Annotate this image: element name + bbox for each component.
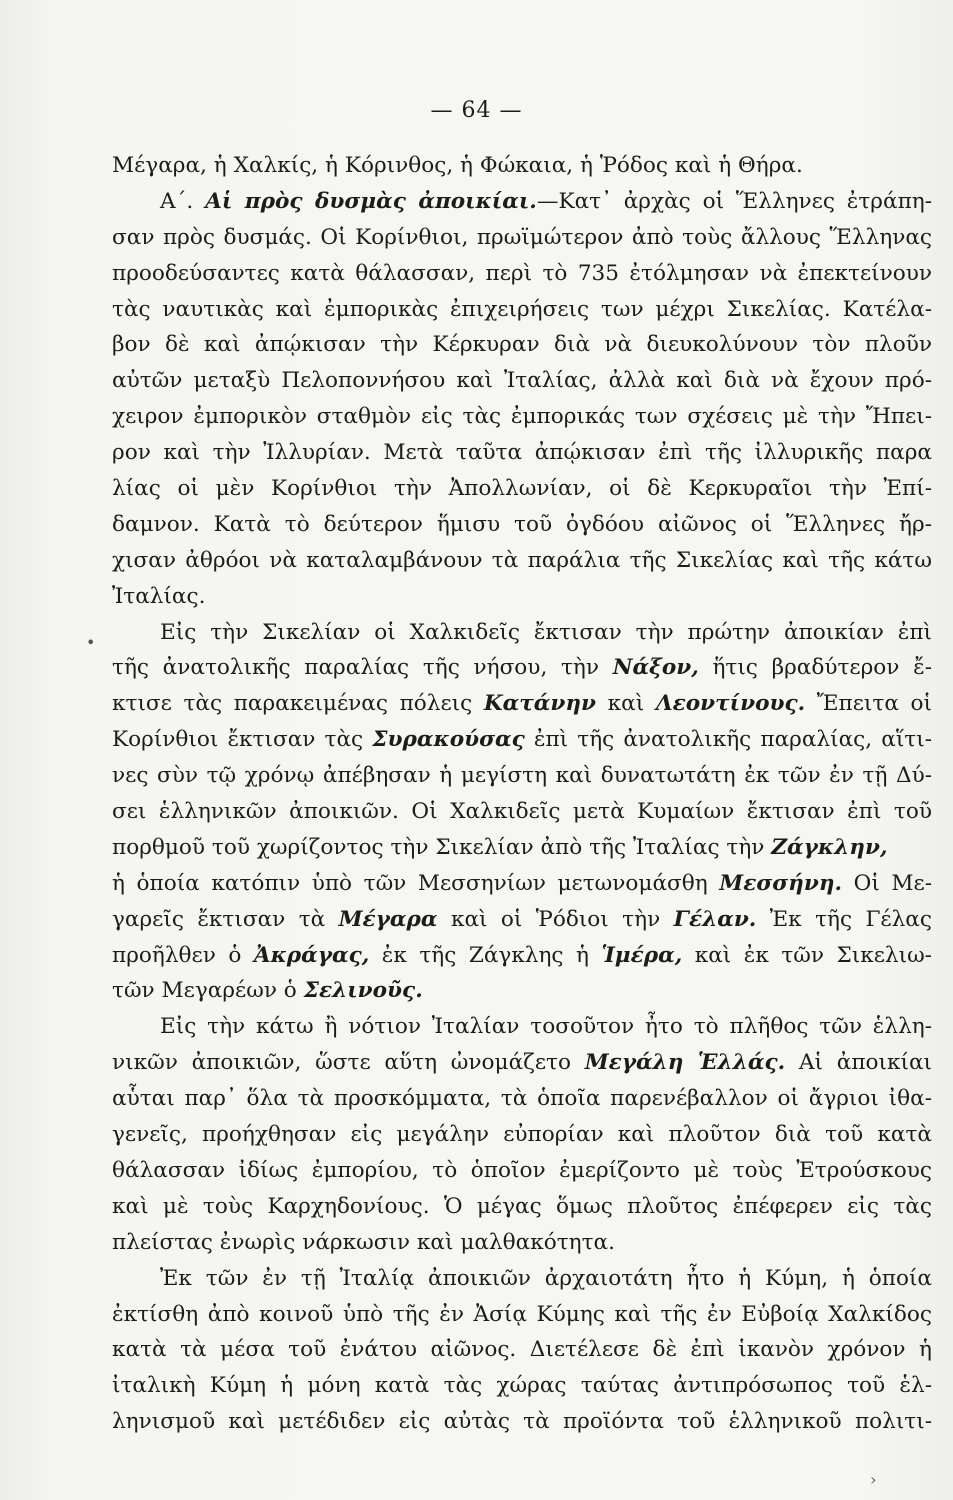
text-segment: προοδεύσαντες κατὰ θάλασσαν, περὶ τὸ 735 ἐτόλμησαν νὰ ἐπεκτείνουν: [112, 260, 932, 286]
emphasized-term: Ζάγκλην,: [771, 834, 888, 860]
text-line: [112, 327, 932, 363]
text-line: [112, 722, 932, 758]
text-segment: θάλασσαν ἰδίως ἐμπορίου, τὸ ὁποῖον ἐμερίζοντο μὲ τοὺς Ἐτρούσκους: [112, 1157, 932, 1183]
text-line: [112, 1404, 932, 1440]
emphasized-term: Ἱμέρα,: [601, 942, 683, 968]
text-segment: πορθμοῦ τοῦ χωρίζοντος τὴν Σικελίαν ἀπὸ τῆς Ἰταλίας τὴν: [112, 834, 772, 860]
text-line: [112, 1261, 932, 1297]
text-segment: ἐπὶ τῆς ἀνατολικῆς παραλίας, αἵτι-: [524, 727, 932, 753]
text-line: [112, 292, 932, 328]
text-segment: ληνισμοῦ καὶ μετέδιδεν εἰς αὐτὰς τὰ προϊόντα τοῦ ἑλληνικοῦ πολιτι-: [112, 1409, 932, 1435]
text-segment: βον δὲ καὶ ἀπῴκισαν τὴν Κέρκυραν διὰ νὰ διευκολύνουν τὸν πλοῦν: [112, 332, 932, 358]
text-segment: ἐκτίσθη ἀπὸ κοινοῦ ὑπὸ τῆς ἐν Ἀσίᾳ Κύμης καὶ τῆς ἐν Εὐβοίᾳ Χαλκίδος: [112, 1301, 932, 1327]
text-line: [112, 758, 932, 794]
text-segment: ἐκ τῆς Ζάγκλης ἡ: [369, 942, 602, 968]
text-segment: καὶ ἐκ τῶν Σικελιω-: [682, 942, 932, 968]
text-line: [112, 1297, 932, 1333]
text-line: [112, 1009, 932, 1045]
emphasized-term: Συρακούσας: [372, 727, 525, 753]
text-segment: κτισε τὰς παρακειμένας πόλεις: [112, 691, 484, 717]
text-segment: Ἰταλίας.: [112, 583, 206, 609]
text-segment: Οἱ Με-: [842, 870, 932, 896]
text-segment: σαν πρὸς δυσμάς. Οἱ Κορίνθιοι, πρωϊμώτερον ἀπὸ τοὺς ἄλλους Ἕλληνας: [112, 224, 932, 250]
text-line: [112, 902, 932, 938]
emphasized-term: Ἀκράγας,: [253, 942, 370, 968]
text-segment: καὶ μὲ τοὺς Καρχηδονίους. Ὁ μέγας ὅμως πλοῦτος ἐπέφερεν εἰς τὰς: [112, 1193, 932, 1219]
text-segment: πλείστας ἐνωρὶς νάρκωσιν καὶ μαλθακότητα.: [112, 1229, 615, 1255]
text-line: [112, 650, 932, 686]
text-segment: αὐτῶν μεταξὺ Πελοποννήσου καὶ Ἰταλίας, ἀλλὰ καὶ διὰ νὰ ἔχουν πρό-: [112, 368, 932, 394]
text-segment: αὗται παρ᾽ ὅλα τὰ προσκόμματα, τὰ ὁποῖα παρενέβαλλον οἱ ἄγριοι ἰθα-: [112, 1086, 932, 1112]
text-segment: σει ἑλληνικῶν ἀποικιῶν. Οἱ Χαλκιδεῖς μετὰ Κυμαίων ἔκτισαν ἐπὶ τοῦ: [112, 799, 932, 825]
text-segment: κατὰ τὰ μέσα τοῦ ἐνάτου αἰῶνος. Διετέλεσε δὲ ἐπὶ ἱκανὸν χρόνον ἡ: [112, 1337, 932, 1363]
text-line: [112, 399, 932, 435]
text-line: [112, 1153, 932, 1189]
text-segment: Αἱ ἀποικίαι: [785, 1050, 932, 1076]
text-segment: —Κατ᾽ ἀρχὰς οἱ Ἕλληνες ἐτράπη-: [536, 188, 932, 214]
text-line: [112, 148, 932, 184]
page-number: — 64 —: [430, 98, 523, 123]
emphasized-term: Κατάνην: [483, 691, 597, 717]
text-line: [112, 543, 932, 579]
text-line: [112, 973, 932, 1009]
text-segment: γενεῖς, προήχθησαν εἰς μεγάλην εὐπορίαν καὶ πλοῦτον διὰ τοῦ κατὰ: [112, 1122, 932, 1148]
text-segment: χισαν ἀθρόοι νὰ καταλαμβάνουν τὰ παράλια τῆς Σικελίας καὶ τῆς κάτω: [112, 547, 932, 573]
text-segment: Ἐκ τῆς Γέλας: [756, 906, 932, 932]
text-segment: τὰς ναυτικὰς καὶ ἐμπορικὰς ἐπιχειρήσεις των μέχρι Σικελίας. Κατέλα-: [112, 296, 932, 322]
text-line: [112, 1189, 932, 1225]
text-line: [112, 866, 932, 902]
text-line: [112, 830, 932, 866]
text-segment: λίας οἱ μὲν Κορίνθιοι τὴν Ἀπολλωνίαν, οἱ δὲ Κερκυραῖοι τὴν Ἐπί-: [112, 476, 932, 502]
text-line: [112, 435, 932, 471]
text-line: [112, 938, 932, 974]
text-line: [112, 1045, 932, 1081]
text-segment: Εἰς τὴν κάτω ἢ νότιον Ἰταλίαν τοσοῦτον ἦτο τὸ πλῆθος τῶν ἑλλη-: [160, 1014, 932, 1040]
body-text: [112, 148, 932, 1440]
text-line: [112, 579, 932, 615]
text-line: [112, 1225, 932, 1261]
text-line: [112, 1117, 932, 1153]
text-line: [112, 1081, 932, 1117]
text-segment: Α΄.: [160, 188, 206, 214]
text-segment: δαμνον. Κατὰ τὸ δεύτερον ἥμισυ τοῦ ὀγδόου αἰῶνος οἱ Ἕλληνες ἤρ-: [112, 511, 932, 537]
margin-speck: ›: [870, 1470, 877, 1489]
text-segment: χειρον ἐμπορικὸν σταθμὸν εἰς τὰς ἐμπορικάς των σχέσεις μὲ τὴν Ἤπει-: [112, 404, 932, 430]
emphasized-term: Γέλαν.: [673, 906, 757, 932]
text-line: [112, 184, 932, 220]
text-line: [112, 471, 932, 507]
text-segment: προῆλθεν ὁ: [112, 942, 254, 968]
text-segment: Ἐκ τῶν ἐν τῇ Ἰταλίᾳ ἀποικιῶν ἀρχαιοτάτη ἦτο ἡ Κύμη, ἡ ὁποία: [160, 1265, 932, 1291]
text-segment: νες σὺν τῷ χρόνῳ ἀπέβησαν ἡ μεγίστη καὶ δυνατωτάτη ἐκ τῶν ἐν τῇ Δύ-: [112, 763, 932, 789]
text-line: [112, 220, 932, 256]
text-line: [112, 507, 932, 543]
text-segment: ἰταλικὴ Κύμη ἡ μόνη κατὰ τὰς χώρας ταύτας ἀντιπρόσωπος τοῦ ἑλ-: [112, 1373, 932, 1399]
emphasized-term: Νάξον,: [612, 655, 699, 681]
text-segment: ἡ ὁποία κατόπιν ὑπὸ τῶν Μεσσηνίων μετωνομάσθη: [112, 870, 720, 896]
text-segment: ρον καὶ τὴν Ἰλλυρίαν. Μετὰ ταῦτα ἀπῴκισαν ἐπὶ τῆς ἰλλυρικῆς παρα: [112, 440, 932, 466]
text-segment: ἥτις βραδύτερον ἔ-: [698, 655, 932, 681]
text-segment: Μέγαρα, ἡ Χαλκίς, ἡ Κόρινθος, ἡ Φώκαια, ἡ Ῥόδος καὶ ἡ Θήρα.: [112, 153, 803, 178]
text-line: [112, 1332, 932, 1368]
text-segment: νικῶν ἀποικιῶν, ὥστε αὕτη ὠνομάζετο: [112, 1050, 585, 1076]
emphasized-term: Μεσσήνη.: [719, 870, 843, 896]
text-segment: τῆς ἀνατολικῆς παραλίας τῆς νήσου, τὴν: [112, 655, 613, 681]
emphasized-term: Μέγαρα: [338, 906, 438, 932]
text-line: [112, 794, 932, 830]
emphasized-term: Λεοντίνους.: [655, 691, 806, 717]
text-segment: Ἔπειτα οἱ: [805, 691, 932, 717]
emphasized-term: Αἱ πρὸς δυσμὰς ἀποικίαι.: [205, 188, 537, 214]
margin-speck: •: [86, 633, 96, 652]
text-segment: Κορίνθιοι ἔκτισαν τὰς: [112, 727, 373, 753]
text-segment: τῶν Μεγαρέων ὁ: [112, 978, 304, 1004]
text-segment: καὶ: [596, 691, 656, 717]
text-segment: καὶ οἱ Ῥόδιοι τὴν: [437, 906, 674, 932]
text-segment: γαρεῖς ἔκτισαν τὰ: [112, 906, 339, 932]
emphasized-term: Μεγάλη Ἑλλάς.: [584, 1050, 786, 1076]
text-line: [112, 1368, 932, 1404]
text-line: [112, 686, 932, 722]
emphasized-term: Σελινοῦς.: [303, 978, 423, 1004]
text-line: [112, 363, 932, 399]
text-segment: Εἰς τὴν Σικελίαν οἱ Χαλκιδεῖς ἔκτισαν τὴν πρώτην ἀποικίαν ἐπὶ: [160, 619, 932, 645]
text-line: [112, 256, 932, 292]
text-line: [112, 615, 932, 651]
